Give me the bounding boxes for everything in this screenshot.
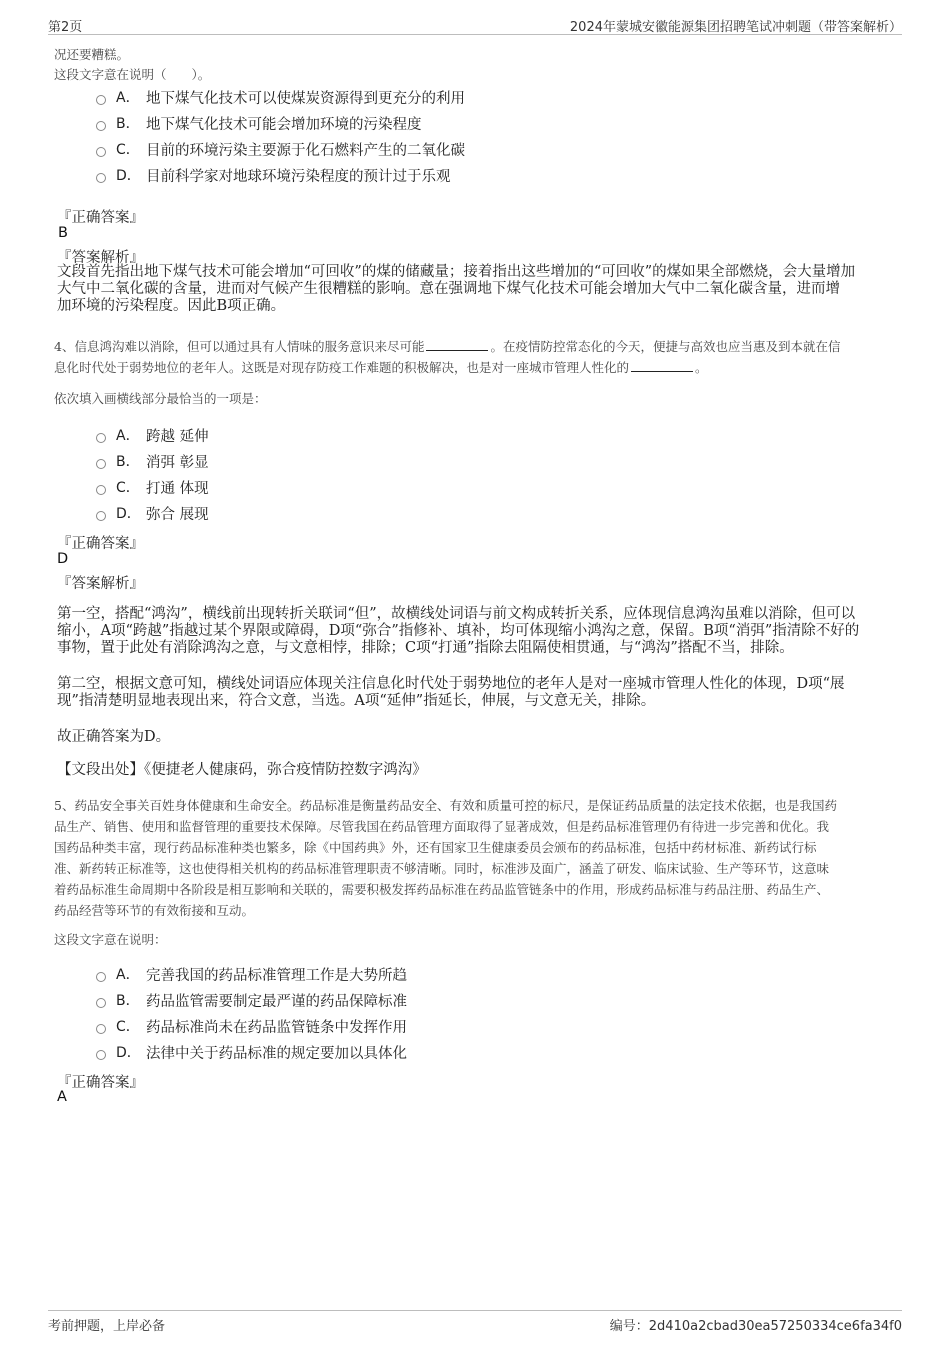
q4-option-d[interactable]: D． 弥合 展现 [96,500,209,526]
q4-conclusion: 故正确答案为D。 [57,729,171,745]
radio-icon[interactable] [96,1050,106,1060]
q5-answer-label: 『正确答案』 [57,1075,144,1091]
q5-option-c[interactable]: C． 药品标准尚未在药品监管链条中发挥作用 [96,1013,407,1039]
q4-answer: D [57,551,69,567]
document-code: 编号：2d410a2cbad30ea57250334ce6fa34f0 [609,1319,902,1334]
page-header [48,14,902,35]
q3-option-d[interactable]: D． 目前科学家对地球环境污染程度的预计过于乐观 [96,162,465,188]
q3-analysis: 文段首先指出地下煤气技术可能会增加“可回收”的煤的储藏量；接着指出这些增加的“可回收”的煤如果全部燃烧，会大量增加 大气中二氧化碳的含量，进而对气候产生很糟糕的影响。意在强调地下煤气化技术可能会增加大气中二氧化碳含量，进而增 加环境的污染程度。因此B项正确。 [57,264,856,314]
fill-blank-1 [426,340,488,351]
q3-option-b[interactable]: B． 地下煤气化技术可能会增加环境的污染程度 [96,110,465,136]
page-footer [48,1310,902,1333]
q3-tail: 况还要糟糕。 [54,47,130,62]
q5-option-b[interactable]: B． 药品监管需要制定最严谨的药品保障标准 [96,987,407,1013]
q4-prompt: 依次填入画横线部分最恰当的一项是： [54,391,267,406]
q3-option-a[interactable]: A． 地下煤气化技术可以使煤炭资源得到更充分的利用 [96,84,465,110]
q4-source: 【文段出处】《便捷老人健康码，弥合疫情防控数字鸿沟》 [57,762,427,778]
radio-icon[interactable] [96,1024,106,1034]
q3-answer: B [58,225,68,241]
q3-stem: 这段文字意在说明（ ）。 [54,67,211,82]
q4-analysis-para1: 第一空，搭配“鸿沟”，横线前出现转折关联词“但”，故横线处词语与前文构成转折关系，应体现信息鸿沟虽难以消除，但可以 缩小，A项“跨越”指越过某个界限或障碍，D项“弥合”指修补、填补，均可体现缩小鸿沟之意，保留。B项“消弭”指清除不好的 事物，置于此处有消除鸿沟之意，与文意相悖，排除；C项“打通”指除去阻隔使相贯通，与“鸿沟”搭配不当，排除。 [57,606,860,656]
q5-answer: A [57,1089,67,1105]
q4-stem: 4、信息鸿沟难以消除，但可以通过具有人情味的服务意识来尽可能 。在疫情防控常态化的今天，便捷与高效也应当惠及到本就在信 息化时代处于弱势地位的老年人。这既是对现存防疫工作难题的积极解决，也是对一座城市管理人性化的 。 [54,339,841,375]
radio-icon[interactable] [96,433,106,443]
q4-option-c[interactable]: C． 打通 体现 [96,474,209,500]
radio-icon[interactable] [96,485,106,495]
q4-option-b[interactable]: B． 消弭 彰显 [96,448,209,474]
fill-blank-2 [631,361,693,372]
q3-option-c[interactable]: C． 目前的环境污染主要源于化石燃料产生的二氧化碳 [96,136,465,162]
footer-slogan: 考前押题，上岸必备 [48,1319,166,1334]
radio-icon[interactable] [96,173,106,183]
q4-option-a[interactable]: A． 跨越 延伸 [96,422,209,448]
q5-option-a[interactable]: A． 完善我国的药品标准管理工作是大势所趋 [96,961,407,987]
q4-options [96,422,209,526]
page-number: 第2页 [48,20,83,35]
radio-icon[interactable] [96,121,106,131]
q3-analysis-label: 『答案解析』 [57,250,144,266]
q5-passage: 5、药品安全事关百姓身体健康和生命安全。药品标准是衡量药品安全、有效和质量可控的标尺，是保证药品质量的法定技术依据，也是我国药 品生产、销售、使用和监督管理的重要技术保障。尽管我国在药品管理方面取得了显著成效，但是药品标准管理仍有待进一步完善和优化。我 国药品种类丰富，现行药品标准种类也繁多，除《中国药典》外，还有国家卫生健康委员会颁布的药品标准，包括中药材标准、新药试行标 准、新药转正标准等，这也使得相关机构的药品标准管理职责不够清晰。同时，标准涉及面广，涵盖了研发、临床试验、生产等环节，这意味 着药品标准生命周期中各阶段是相互影响和关联的，需要积极发挥药品标准在药品监管链条中的作用，形成药品标准与药品注册、药品生产、 药品经营等环节的有效衔接和互动。 [54,798,837,918]
document-title: 2024年蒙城安徽能源集团招聘笔试冲刺题（带答案解析） [569,20,902,35]
radio-icon[interactable] [96,972,106,982]
q4-analysis-para2: 第二空，根据文意可知，横线处词语应体现关注信息化时代处于弱势地位的老年人是对一座城市管理人性化的体现，D项“展 现”指清楚明显地表现出来，符合文意，当选。A项“延伸”指延长，伸展，与文意无关，排除。 [57,676,845,709]
radio-icon[interactable] [96,511,106,521]
radio-icon[interactable] [96,95,106,105]
radio-icon[interactable] [96,459,106,469]
radio-icon[interactable] [96,147,106,157]
q4-analysis-label: 『答案解析』 [57,576,144,592]
q5-options [96,961,407,1065]
radio-icon[interactable] [96,998,106,1008]
q3-options [96,84,465,188]
q5-stem: 这段文字意在说明： [54,932,167,947]
q4-answer-label: 『正确答案』 [57,536,144,552]
q5-option-d[interactable]: D． 法律中关于药品标准的规定要加以具体化 [96,1039,407,1065]
q3-answer-label: 『正确答案』 [57,210,144,226]
